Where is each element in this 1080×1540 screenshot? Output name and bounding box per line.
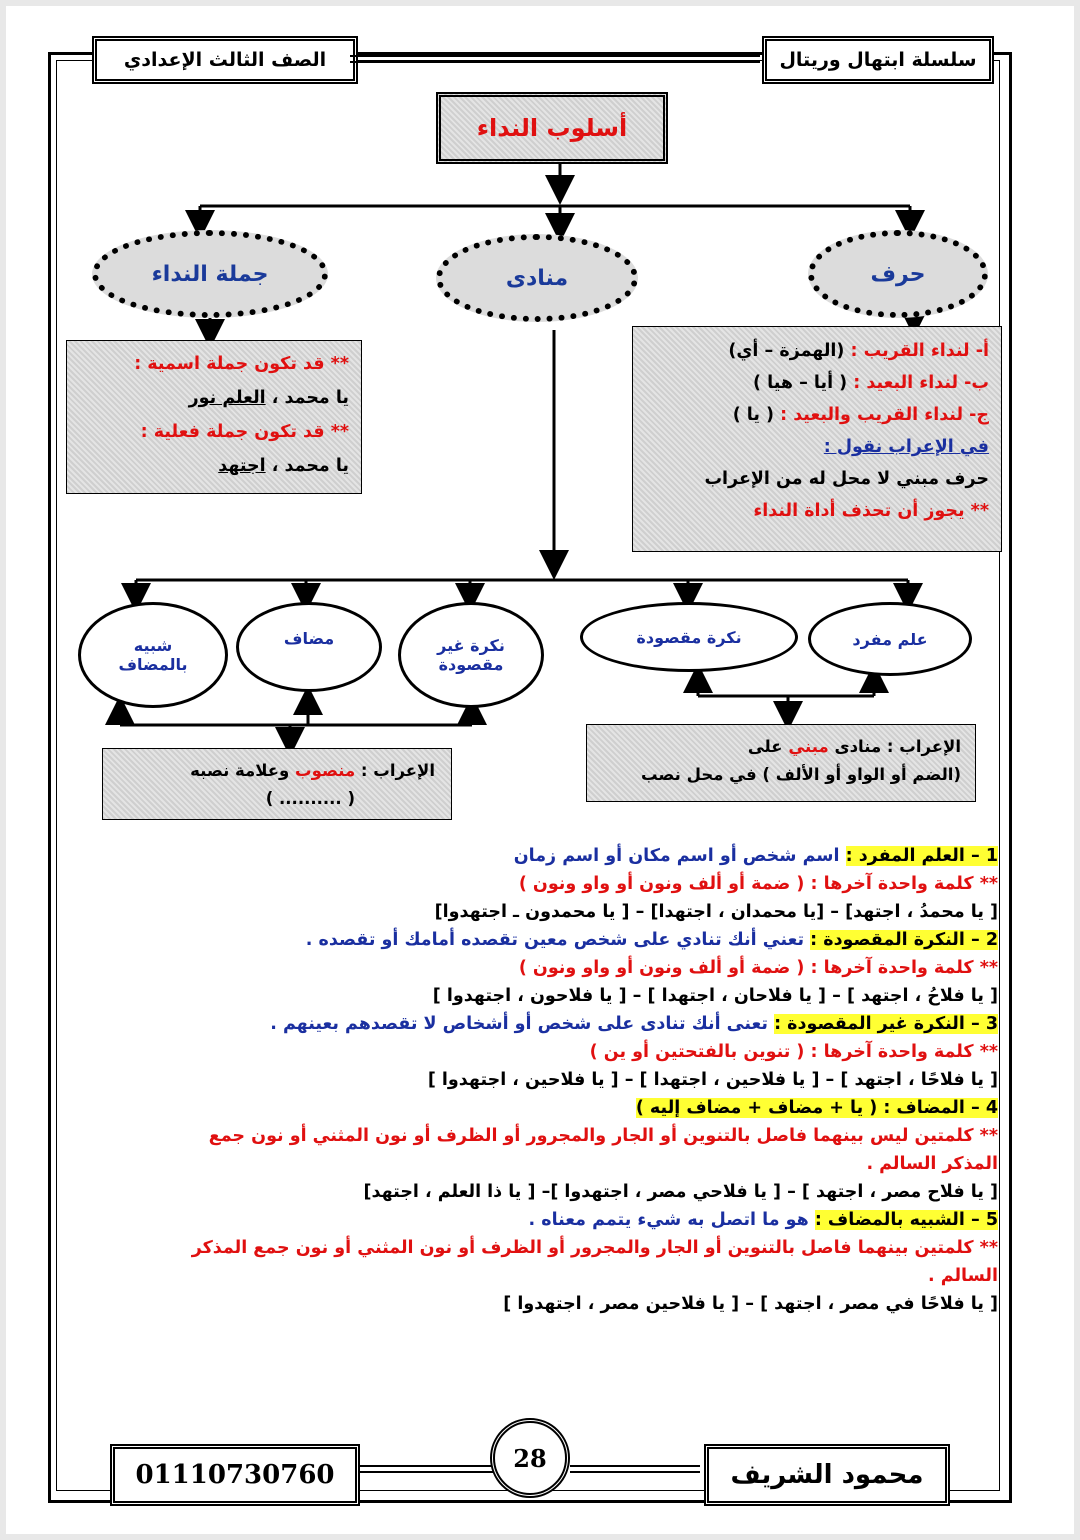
section2-definition: تعني أنك تنادي على شخص معين تقصده أمامك أو تقصده . xyxy=(305,930,811,950)
irab-mansub-label: الإعراب : xyxy=(355,761,435,780)
jumla-nominal-example-a: يا محمد ، xyxy=(265,388,349,408)
harf-both-value: ( يا ) xyxy=(732,405,775,425)
irab-mabni-word: مبني xyxy=(788,737,829,756)
explanations-section xyxy=(78,842,998,1318)
section1-label: 1 – العلم المفرد : xyxy=(845,846,998,866)
section4-rule-line2: المذكر السالم . xyxy=(866,1154,998,1174)
harf-far-label: ب- لنداء البعيد : xyxy=(853,373,989,393)
harf-note: ** يجوز أن تحذف أداة النداء xyxy=(753,501,989,521)
branch-jumla: جملة النداء xyxy=(92,230,328,318)
irab-mansub-blank: ( .......... ) xyxy=(265,789,355,808)
jumla-nominal-example-b: العلم نور xyxy=(188,388,266,408)
harf-near-label: أ- لنداء القريب : xyxy=(850,341,989,361)
section3-examples: [ يا فلاحًا ، اجتهد ] – [ يا فلاحين ، اجتهدا ] – [ يا فلاحين ، اجتهدوا ] xyxy=(427,1070,998,1090)
section1-rule: ** كلمة واحدة آخرها : ( ضمة أو ألف ونون أو واو ونون ) xyxy=(518,874,998,894)
irab-mabni-rest: على xyxy=(747,737,789,756)
type-mudaf: مضاف xyxy=(236,602,382,692)
jumla-info-box xyxy=(66,340,362,494)
section3-definition: تعنى أنك تنادى على شخص أو أشخاص لا تقصدهم بعينهم . xyxy=(270,1014,775,1034)
harf-both-label: ج- لنداء القريب والبعيد : xyxy=(780,405,989,425)
irab-mansub-box xyxy=(102,748,452,820)
harf-near-value: (الهمزة – أي) xyxy=(728,341,845,361)
section5-rule-line2: السالم . xyxy=(928,1266,998,1286)
jumla-nominal-label: ** قد تكون جملة اسمية : xyxy=(134,354,349,374)
jumla-verbal-label: ** قد تكون جملة فعلية : xyxy=(140,422,349,442)
harf-irab-text: حرف مبني لا محل له من الإعراب xyxy=(704,469,989,489)
type-nakira-maqsuda: نكرة مقصودة xyxy=(580,602,798,672)
section5-label: 5 – الشبيه بالمضاف : xyxy=(814,1210,998,1230)
section5-definition: هو ما اتصل به شيء يتمم معناه . xyxy=(528,1210,815,1230)
section2-examples: [ يا فلاحُ ، اجتهد ] – [ يا فلاحان ، اجتهدا ] – [ يا فلاحون ، اجتهدوا ] xyxy=(432,986,998,1006)
branch-harf: حرف xyxy=(808,230,988,318)
section1-definition: اسم شخص أو اسم مكان أو اسم زمان xyxy=(513,846,846,866)
section4-examples: [ يا فلاح مصر ، اجتهد ] – [ يا فلاحي مصر ، اجتهدوا ]– [ يا ذا العلم ، اجتهد] xyxy=(363,1182,998,1202)
harf-far-value: ( أيا – هيا ) xyxy=(753,373,848,393)
main-title: أسلوب النداء xyxy=(436,92,668,164)
type-alam-mufrad: علم مفرد xyxy=(808,602,972,676)
phone-number: 01110730760 xyxy=(110,1444,360,1506)
branch-munada: منادى xyxy=(436,234,638,322)
page-number: 28 xyxy=(490,1418,570,1498)
irab-mansub-rest: وعلامة نصبه xyxy=(190,761,296,780)
jumla-verbal-example-b: اجتهد xyxy=(218,456,266,476)
section1-examples: [ يا محمدُ ، اجتهد] – [يا محمدان ، اجتهدا] – [ يا محمدون ـ اجتهدوا] xyxy=(434,902,998,922)
harf-info-box xyxy=(632,326,1002,552)
series-title: سلسلة ابتهال وريتال xyxy=(762,36,994,84)
irab-mabni-box xyxy=(586,724,976,802)
section3-label: 3 – النكرة غير المقصودة : xyxy=(774,1014,998,1034)
section2-label: 2 – النكرة المقصودة : xyxy=(810,930,998,950)
irab-mansub-word: منصوب xyxy=(295,761,356,780)
section5-examples: [ يا فلاحًا في مصر ، اجتهد ] – [ يا فلاحين مصر ، اجتهدوا ] xyxy=(503,1294,998,1314)
section3-rule: ** كلمة واحدة آخرها : ( تنوين بالفتحتين أو ين ) xyxy=(589,1042,998,1062)
jumla-verbal-example-a: يا محمد ، xyxy=(265,456,349,476)
harf-irab-heading: في الإعراب نقول : xyxy=(823,437,989,457)
author-name: محمود الشريف xyxy=(704,1444,950,1506)
section4-label: 4 – المضاف : ( يا + مضاف + مضاف إليه ) xyxy=(635,1098,998,1118)
section4-rule-line1: ** كلمتين ليس بينهما فاصل بالتنوين أو الجار والمجرور أو الظرف أو نون المثني أو نون جمع xyxy=(208,1126,998,1146)
irab-mabni-detail: (الضم أو الواو أو الألف ) في محل نصب xyxy=(640,765,961,784)
section5-rule-line1: ** كلمتين بينهما فاصل بالتنوين أو الجار والمجرور أو الظرف أو نون المثني أو نون جمع المذكر xyxy=(191,1238,998,1258)
grade-title: الصف الثالث الإعدادي xyxy=(92,36,358,84)
type-shabih-bil-mudaf: شبيه بالمضاف xyxy=(78,602,228,708)
type-nakira-ghayr-maqsuda: نكرة غير مقصودة xyxy=(398,602,544,708)
section2-rule: ** كلمة واحدة آخرها : ( ضمة أو ألف ونون أو واو ونون ) xyxy=(518,958,998,978)
irab-mabni-label: الإعراب : منادى xyxy=(828,737,961,756)
